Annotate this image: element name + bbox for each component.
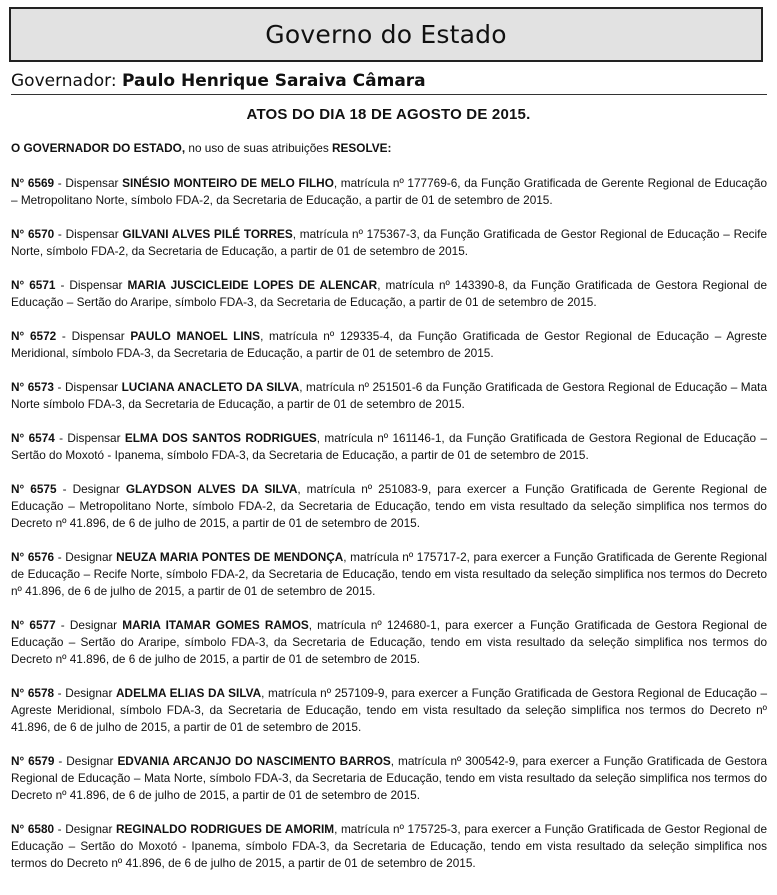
act-person-name: MARIA JUSCICLEIDE LOPES DE ALENCAR	[127, 278, 378, 292]
act-text: , matrícula nº 251083-9, para exercer a Função Gratificada de Gerente Regional de Educação – Metropolitano Norte, símbolo FDA-2, da Secretaria de Educação, tendo em vista resultado da seleção simplifica nos termos do Decreto nº 41.896, de 6 de julho de 2015, a partir de 01 de setembro de 2015.	[11, 482, 767, 530]
act-paragraph: N° 6571 - Dispensar MARIA JUSCICLEIDE LOPES DE ALENCAR, matrícula nº 143390-8, da Função Gratificada de Gestora Regional de Educação – Sertão do Araripe, símbolo FDA-3, da Secretaria de Educação, a partir de 01 de setembro de 2015.	[11, 278, 768, 309]
act-number: N° 6570	[11, 227, 55, 241]
act-paragraph: N° 6569 - Dispensar SINÉSIO MONTEIRO DE MELO FILHO, matrícula nº 177769-6, da Função Gratificada de Gerente Regional de Educação – Metropolitano Norte, símbolo FDA-2, da Secretaria de Educação, a partir de 01 de setembro de 2015.	[11, 176, 768, 207]
act-number: N° 6575	[11, 482, 57, 496]
act-number: N° 6577	[11, 618, 56, 632]
act-number: N° 6574	[11, 431, 55, 445]
act-action: Dispensar	[69, 278, 123, 292]
act-person-name: REGINALDO RODRIGUES DE AMORIM	[116, 822, 335, 836]
act-number: N° 6571	[11, 278, 56, 292]
act-action: Designar	[65, 822, 113, 836]
act-text: , matrícula nº 175367-3, da Função Gratificada de Gestor Regional de Educação – Recife Norte, símbolo FDA-2, da Secretaria de Educação, a partir de 01 de setembro de 2015.	[11, 227, 768, 258]
act-person-name: ELMA DOS SANTOS RODRIGUES	[124, 431, 317, 445]
act-text: , matrícula nº 251501-6 da Função Gratificada de Gestora Regional de Educação – Mata Norte símbolo FDA-3, da Secretaria de Educação, a partir de 01 de setembro de 2015.	[11, 380, 768, 411]
act-number: N° 6579	[11, 754, 55, 768]
act-person-name: GLAYDSON ALVES DA SILVA	[125, 482, 298, 496]
act-number: N° 6572	[11, 329, 57, 343]
act-paragraph: N° 6577 - Designar MARIA ITAMAR GOMES RAMOS, matrícula nº 124680-1, para exercer a Função Gratificada de Gestora Regional de Educação – Sertão do Araripe, símbolo FDA-3, da Secretaria de Educação, tendo em vista resultado da seleção simplifica nos termos do Decreto nº 41.896, de 6 de julho de 2015, a partir de 01 de setembro de 2015.	[11, 618, 768, 666]
act-paragraph: N° 6578 - Designar ADELMA ELIAS DA SILVA, matrícula nº 257109-9, para exercer a Função Gratificada de Gestora Regional de Educação – Agreste Meridional, símbolo FDA-3, da Secretaria de Educação, tendo em vista resultado da seleção simplifica nos termos do Decreto nº 41.896, de 6 de julho de 2015, a partir de 01 de setembro de 2015.	[11, 686, 767, 734]
act-paragraph: N° 6570 - Dispensar GILVANI ALVES PILÉ TORRES, matrícula nº 175367-3, da Função Gratificada de Gestor Regional de Educação – Recife Norte, símbolo FDA-2, da Secretaria de Educação, a partir de 01 de setembro de 2015.	[11, 227, 768, 258]
act-number: N° 6580	[11, 822, 55, 836]
intro-paragraph	[11, 140, 767, 157]
governor-line	[11, 70, 767, 95]
act-person-name: ADELMA ELIAS DA SILVA	[116, 686, 262, 700]
act-action: Dispensar	[64, 380, 119, 394]
act-action: Dispensar	[71, 329, 125, 343]
act-number: N° 6573	[11, 380, 54, 394]
act-paragraph: N° 6572 - Dispensar PAULO MANOEL LINS, matrícula nº 129335-4, da Função Gratificada de Gestor Regional de Educação – Agreste Meridional, símbolo FDA-3, da Secretaria de Educação, a partir de 01 de setembro de 2015.	[11, 329, 767, 360]
header-banner	[9, 7, 763, 62]
act-paragraph: N° 6579 - Designar EDVANIA ARCANJO DO NASCIMENTO BARROS, matrícula nº 300542-9, para exercer a Função Gratificada de Gestora Regional de Educação – Mata Norte, símbolo FDA-3, da Secretaria de Educação, tendo em vista resultado da seleção simplifica nos termos do Decreto nº 41.896, de 6 de julho de 2015, a partir de 01 de setembro de 2015.	[11, 754, 768, 802]
act-number: N° 6569	[11, 176, 55, 190]
act-text: , matrícula nº 175717-2, para exercer a Função Gratificada de Gerente Regional de Educação – Recife Norte, símbolo FDA-2, da Secretaria de Educação, tendo em vista resultado da seleção simplifica nos termos do Decreto nº 41.896, de 6 de julho de 2015, a partir de 01 de setembro de 2015.	[11, 550, 767, 598]
act-person-name: LUCIANA ANACLETO DA SILVA	[121, 380, 300, 394]
act-action: Dispensar	[65, 176, 119, 190]
act-action: Designar	[69, 618, 118, 632]
act-action: Dispensar	[65, 227, 119, 241]
document-body	[11, 140, 767, 889]
act-text: , matrícula nº 143390-8, da Função Gratificada de Gestora Regional de Educação – Sertão do Araripe, símbolo FDA-3, da Secretaria de Educação, a partir de 01 de setembro de 2015.	[11, 278, 768, 309]
act-text: , matrícula nº 129335-4, da Função Gratificada de Gestor Regional de Educação – Agreste Meridional, símbolo FDA-3, da Secretaria de Educação, a partir de 01 de setembro de 2015.	[11, 329, 767, 360]
intro-subject: O GOVERNADOR DO ESTADO,	[11, 141, 186, 155]
act-paragraph: N° 6575 - Designar GLAYDSON ALVES DA SILVA, matrícula nº 251083-9, para exercer a Função Gratificada de Gerente Regional de Educação – Metropolitano Norte, símbolo FDA-2, da Secretaria de Educação, tendo em vista resultado da seleção simplifica nos termos do Decreto nº 41.896, de 6 de julho de 2015, a partir de 01 de setembro de 2015.	[11, 482, 767, 530]
act-number: N° 6578	[11, 686, 55, 700]
intro-middle: no uso de suas atribuições	[188, 141, 329, 155]
act-paragraph: N° 6576 - Designar NEUZA MARIA PONTES DE MENDONÇA, matrícula nº 175717-2, para exercer a Função Gratificada de Gerente Regional de Educação – Recife Norte, símbolo FDA-2, da Secretaria de Educação, tendo em vista resultado da seleção simplifica nos termos do Decreto nº 41.896, de 6 de julho de 2015, a partir de 01 de setembro de 2015.	[11, 550, 767, 598]
act-person-name: PAULO MANOEL LINS	[130, 329, 261, 343]
act-action: Designar	[66, 754, 114, 768]
act-text: , matrícula nº 257109-9, para exercer a Função Gratificada de Gestora Regional de Educação – Agreste Meridional, símbolo FDA-3, da Secretaria de Educação, tendo em vista resultado da seleção simplifica nos termos do Decreto nº 41.896, de 6 de julho de 2015, a partir de 01 de setembro de 2015.	[11, 686, 767, 734]
act-number: N° 6576	[11, 550, 55, 564]
act-action: Dispensar	[67, 431, 121, 445]
act-paragraph: N° 6573 - Dispensar LUCIANA ANACLETO DA SILVA, matrícula nº 251501-6 da Função Gratificada de Gestora Regional de Educação – Mata Norte símbolo FDA-3, da Secretaria de Educação, a partir de 01 de setembro de 2015.	[11, 380, 768, 411]
act-text: , matrícula nº 124680-1, para exercer a Função Gratificada de Gestora Regional de Educação – Sertão do Araripe, símbolo FDA-3, da Secretaria de Educação, tendo em vista resultado da seleção simplifica nos termos do Decreto nº 41.896, de 6 de julho de 2015, a partir de 01 de setembro de 2015.	[11, 618, 768, 666]
act-paragraph: N° 6580 - Designar REGINALDO RODRIGUES DE AMORIM, matrícula nº 175725-3, para exercer a Função Gratificada de Gestor Regional de Educação – Sertão do Moxotó - Ipanema, símbolo FDA-3, da Secretaria de Educação, tendo em vista resultado da seleção simplifica nos termos do Decreto nº 41.896, de 6 de julho de 2015, a partir de 01 de setembro de 2015.	[11, 822, 768, 870]
act-text: , matrícula nº 161146-1, da Função Gratificada de Gestora Regional de Educação – Sertão do Moxotó - Ipanema, símbolo FDA-3, da Secretaria de Educação, a partir de 01 de setembro de 2015.	[11, 431, 768, 462]
page-title: Governo do Estado	[265, 20, 507, 49]
act-person-name: NEUZA MARIA PONTES DE MENDONÇA	[116, 550, 344, 564]
acts-list	[11, 175, 767, 872]
act-text: , matrícula nº 300542-9, para exercer a Função Gratificada de Gestora Regional de Educação – Mata Norte, símbolo FDA-3, da Secretaria de Educação, tendo em vista resultado da seleção simplifica nos termos do Decreto nº 41.896, de 6 de julho de 2015, a partir de 01 de setembro de 2015.	[11, 754, 768, 802]
act-text: , matrícula nº 177769-6, da Função Gratificada de Gerente Regional de Educação – Metropolitano Norte, símbolo FDA-2, da Secretaria de Educação, a partir de 01 de setembro de 2015.	[11, 176, 768, 207]
act-text: , matrícula nº 175725-3, para exercer a Função Gratificada de Gestor Regional de Educação – Sertão do Moxotó - Ipanema, símbolo FDA-3, da Secretaria de Educação, tendo em vista resultado da seleção simplifica nos termos do Decreto nº 41.896, de 6 de julho de 2015, a partir de 01 de setembro de 2015.	[11, 822, 768, 870]
act-action: Designar	[72, 482, 120, 496]
governor-label: Governador:	[11, 71, 117, 91]
act-person-name: MARIA ITAMAR GOMES RAMOS	[122, 618, 309, 632]
act-person-name: EDVANIA ARCANJO DO NASCIMENTO BARROS	[117, 754, 391, 768]
acts-title: ATOS DO DIA 18 DE AGOSTO DE 2015.	[246, 106, 531, 123]
act-person-name: SINÉSIO MONTEIRO DE MELO FILHO	[122, 176, 334, 190]
act-action: Designar	[65, 686, 113, 700]
act-person-name: GILVANI ALVES PILÉ TORRES	[122, 227, 293, 241]
governor-name: Paulo Henrique Saraiva Câmara	[122, 71, 426, 91]
act-paragraph: N° 6574 - Dispensar ELMA DOS SANTOS RODRIGUES, matrícula nº 161146-1, da Função Gratificada de Gestora Regional de Educação – Sertão do Moxotó - Ipanema, símbolo FDA-3, da Secretaria de Educação, a partir de 01 de setembro de 2015.	[11, 431, 768, 462]
act-action: Designar	[65, 550, 113, 564]
intro-resolve: RESOLVE:	[332, 141, 392, 155]
